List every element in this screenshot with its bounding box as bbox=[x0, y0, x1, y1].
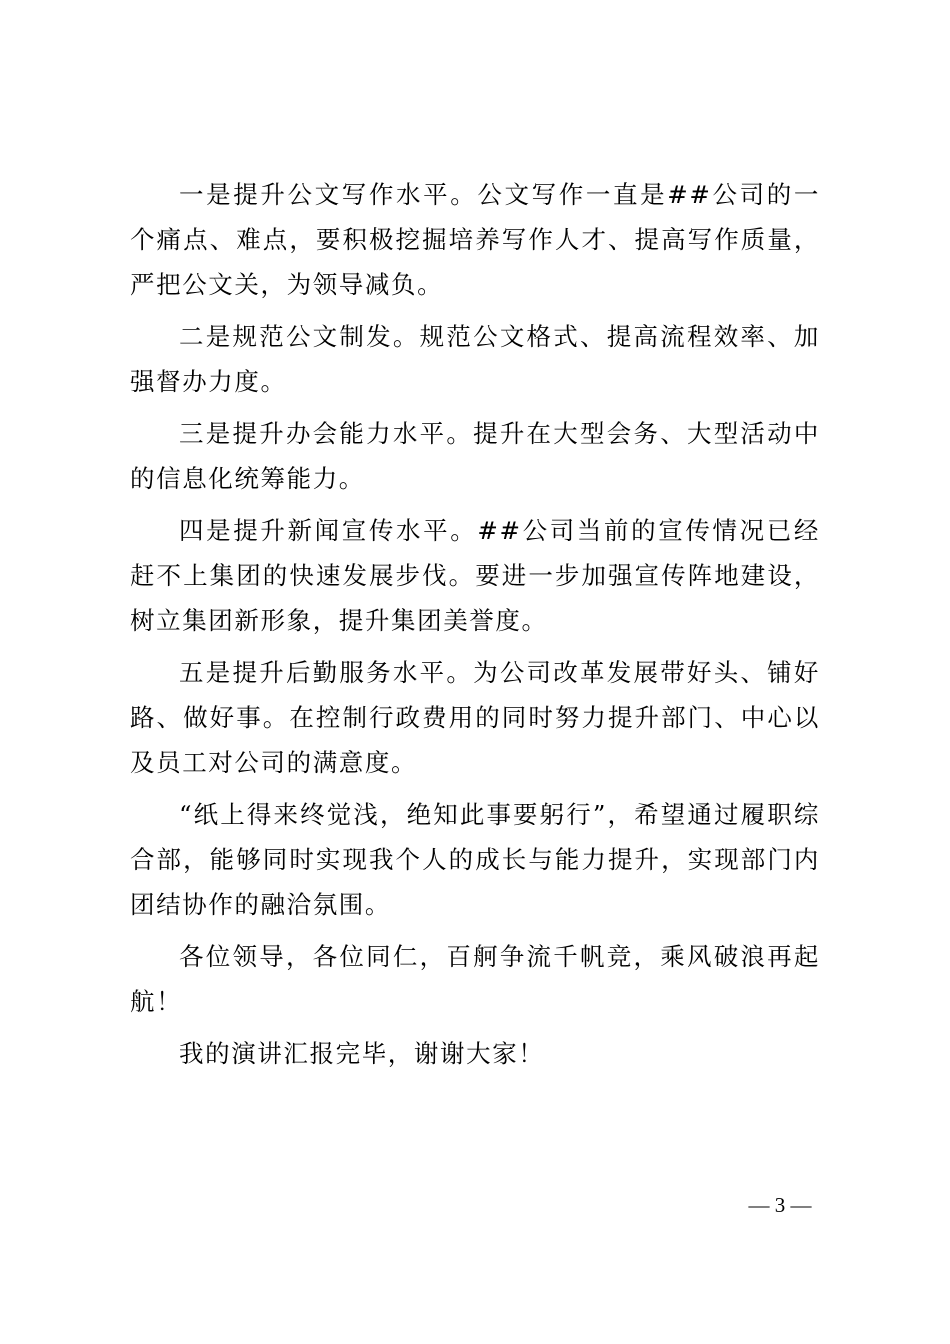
paragraph-item-5: 五是提升后勤服务水平。为公司改革发展带好头、铺好路、做好事。在控制行政费用的同时努力提升部门、中心以及员工对公司的满意度。 bbox=[130, 658, 820, 777]
document-body bbox=[130, 172, 820, 1083]
paragraph-item-6: “纸上得来终觉浅，绝知此事要躬行”，希望通过履职综合部，能够同时实现我个人的成长与能力提升，实现部门内团结协作的融洽氛围。 bbox=[130, 800, 820, 919]
page-number: — 3 — bbox=[748, 1193, 812, 1217]
paragraph-item-7: 各位领导，各位同仁，百舸争流千帆竞，乘风破浪再起航！ bbox=[130, 942, 820, 1016]
paragraph-item-3: 三是提升办会能力水平。提升在大型会务、大型活动中的信息化统筹能力。 bbox=[130, 419, 820, 493]
paragraph-item-8: 我的演讲汇报完毕，谢谢大家！ bbox=[179, 1039, 545, 1068]
paragraph-item-2: 二是规范公文制发。规范公文格式、提高流程效率、加强督办力度。 bbox=[130, 322, 820, 396]
paragraph-item-1: 一是提升公文写作水平。公文写作一直是##公司的一个痛点、难点，要积极挖掘培养写作人才、提高写作质量，严把公文关，为领导减负。 bbox=[130, 180, 820, 299]
paragraph-item-4: 四是提升新闻宣传水平。##公司当前的宣传情况已经赶不上集团的快速发展步伐。要进一步加强宣传阵地建设，树立集团新形象，提升集团美誉度。 bbox=[130, 516, 820, 635]
